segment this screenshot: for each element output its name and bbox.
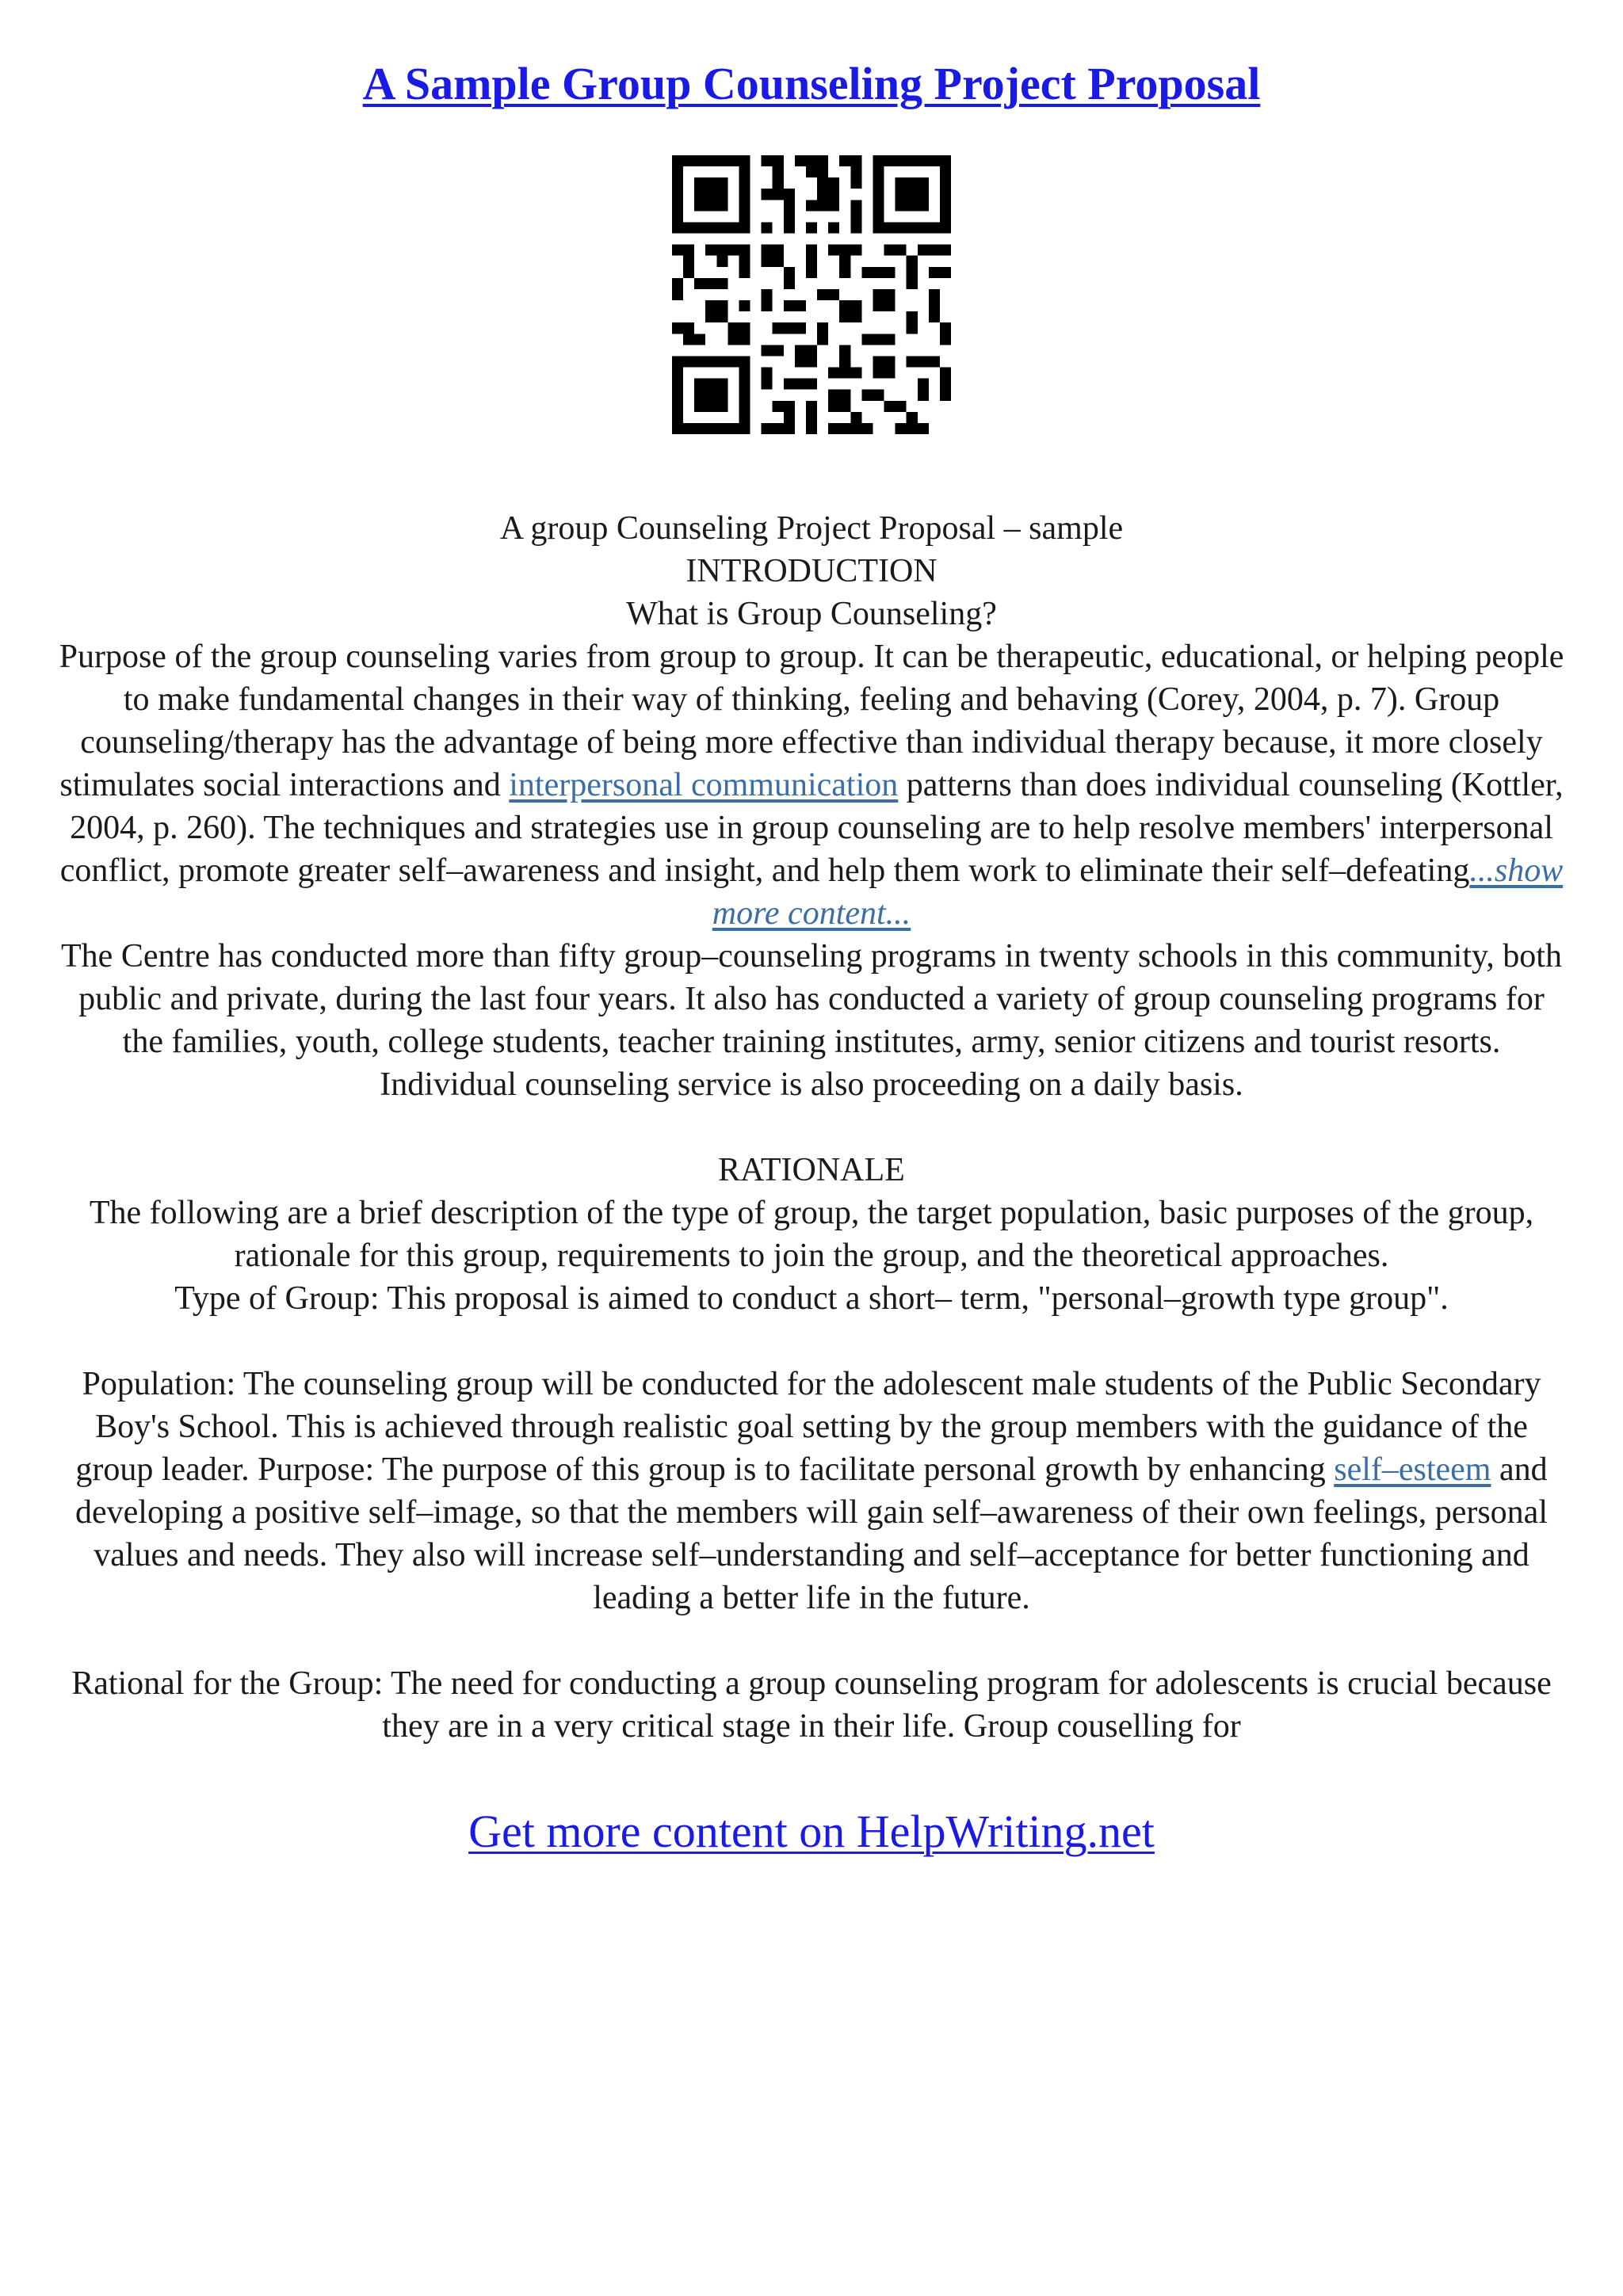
footer <box>0 1806 1623 1857</box>
show-more-link[interactable]: ...show more content... <box>712 852 1564 932</box>
intro-text-part-2: patterns than does individual counseling (Kottler, 2004, p. 260). The techniques and strategies use in group counseling are to help resolve members' interpersonal conflict, promote greater self–awareness and insight, and help them work to eliminate their self–defeating <box>59 767 1564 889</box>
population-paragraph <box>55 1363 1568 1619</box>
self-esteem-link[interactable]: self–esteem <box>1334 1451 1491 1488</box>
rationale-paragraph: The following are a brief description of the type of group, the target population, basic purposes of the group, rationale for this group, requirements to join the group, and the theoretical approaches. <box>89 1195 1534 1274</box>
population-text-part-2: and developing a positive self–image, so that the members will gain self–awareness of their own feelings, personal values and needs. They also will increase self–understanding and self–acceptance for better functioning and leading a better life in the future. <box>75 1451 1548 1616</box>
intro-paragraph <box>55 635 1568 935</box>
introduction-heading: INTRODUCTION <box>685 553 938 589</box>
page-title <box>0 59 1623 109</box>
centre-paragraph: The Centre has conducted more than fifty group–counseling programs in twenty schools in this community, both public and private, during the last four years. It also has conducted a variety of group counseling programs for the families, youth, college students, teacher training institutes, army, senior citizens and tourist resorts. Individual counseling service is also proceeding on a daily basis. <box>61 938 1562 1103</box>
qr-code-icon <box>672 155 951 434</box>
rationale-group-paragraph: Rational for the Group: The need for conducting a group counseling program for adolescents is crucial because they are in a very critical stage in their life. Group couselling for <box>71 1665 1552 1745</box>
document-body <box>55 507 1568 1748</box>
rationale-heading: RATIONALE <box>718 1152 905 1188</box>
spacer <box>55 1320 1568 1363</box>
get-more-content-link[interactable]: Get more content on HelpWriting.net <box>468 1806 1155 1857</box>
interpersonal-communication-link[interactable]: interpersonal communication <box>509 767 899 803</box>
spacer <box>55 1106 1568 1149</box>
population-text-part-1: Population: The counseling group will be conducted for the adolescent male students of the Public Secondary Boy's School. This is achieved through realistic goal setting by the group members with the guidance of the group leader. Purpose: The purpose of this group is to facilitate personal growth by enhancing <box>75 1366 1541 1488</box>
intro-text-part-1: Purpose of the group counseling varies from group to group. It can be therapeutic, educational, or helping people to make fundamental changes in their way of thinking, feeling and behaving (Corey, 2004, p. 7). Group counseling/therapy has the advantage of being more effective than individual therapy because, it more closely stimulates social interactions and <box>59 639 1564 803</box>
title-link[interactable]: A Sample Group Counseling Project Proposal <box>362 58 1261 109</box>
type-of-group-paragraph: Type of Group: This proposal is aimed to conduct a short– term, "personal–growth type group". <box>174 1280 1449 1317</box>
question-heading: What is Group Counseling? <box>626 596 997 632</box>
subtitle: A group Counseling Project Proposal – sample <box>499 510 1124 547</box>
spacer <box>55 1619 1568 1662</box>
